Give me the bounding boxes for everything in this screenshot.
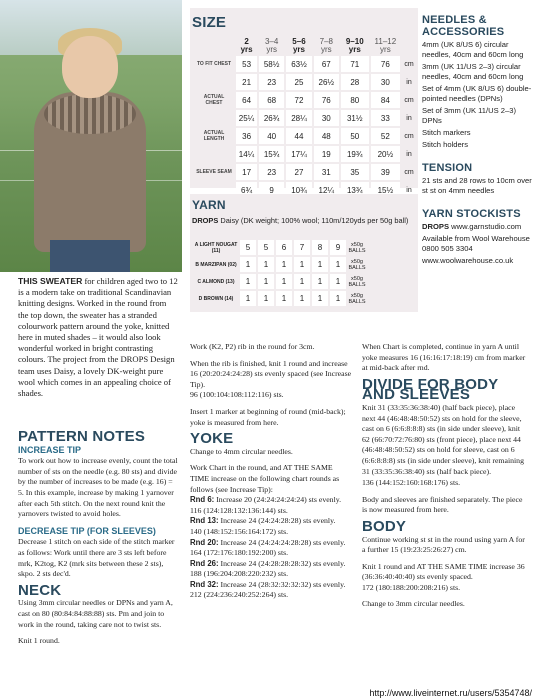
column-body — [362, 342, 528, 616]
needles-item: 4mm (UK 8/US 6) circular needles, 40cm and 60cm long — [422, 40, 524, 59]
yoke-title: YOKE — [190, 430, 234, 448]
yoke-text: Change to 4mm circular needles. — [190, 446, 293, 456]
divide-text: Knit 31 (33:35:36:38:40) (half back piece), place next 44 (46:48:48:50:52) sts on hold for the sleeve, cast on 6 (6:6:8:8:8) sts (in side under sleeve), knit 62 (66:70:72:76:80) sts (front piece), place next 44 (46:48:48:50:52) sts on hold for sleeve, cast on 6 (6:6:8:8:8) sts (in side under sleeve), knit remaining 31 (33:35:36:38:40) sts (half back piece). — [362, 402, 524, 476]
body-title: BODY — [362, 517, 407, 535]
yoke-round: Rnd 20: Increase 24 (24:24:24:28:28) sts evenly. — [190, 537, 346, 547]
increase-tip-text: To work out how to increase evenly, count the total number of sts on the needle (e.g. 80 sts) and divide by the number of increases to be made (e.g. 16) = 5. In this example, increase by making 1 yarnover after each 5th stitch. On the next round knit the yarnovers twisted to avoid holes. — [18, 456, 178, 519]
decrease-tip-text: Decrease 1 stitch on each side of the stitch marker as follows: Work until there are 3 sts left before mrk, K2tog, K2 (mrk sits between these 2 sts), skpo. 2 sts dec'd. — [18, 537, 175, 579]
materials-sidebar — [422, 14, 534, 266]
yarn-table: A LIGHT NOUGAT (11) 5 5 6 7 8 9 x50g BALLS B MARZIPAN (02) 1 1 1 1 1 1 x50g BALLS C ALMOND (13) 1 1 1 1 1 1 x50g BALLS D BROWN (14) 1 1 1 1 1 1 x50g BALLS — [194, 241, 366, 305]
needles-item: 3mm (UK 11/US 2–3) circular needles, 40cm and 60cm long — [422, 62, 524, 81]
size-table: 2 yrs 3–4 yrs 5–6 yrs 7–8 yrs 9–10 yrs 11–12 yrs TO FIT CHEST 53 58½ 63½ 67 71 76 cm 21 23 25 26½ 28 30 in ACTUAL CHEST 64 68 72 76 80 84 cm 25¼ 26¾ 28¼ 30 31½ 33 in ACTUAL LENGTH 36 40 44 48 50 52 cm 14¼ 15¾ 17¼ 19 19¾ 20½ in SLEEVE SEAM 17 23 27 31 35 39 cm 6¾ 9 10¾ 12¼ 13¾ 15½ in — [192, 36, 418, 200]
neck-text: Using 3mm circular needles or DPNs and yarn A, cast on 80 (80:84:84:88:88) sts. Pm and join to work in the round, taking care not to twist sts. — [18, 598, 173, 629]
stockists-link[interactable]: www.woolwarehouse.co.uk — [422, 256, 514, 265]
increase-tip-title: INCREASE TIP — [18, 444, 82, 455]
yoke-text: When Chart is completed, continue in yarn A until yoke measures 16 (16:16:17:18:19) cm from marker at mid-back after rnd. — [362, 342, 526, 373]
neck-title: NECK — [18, 581, 62, 599]
needles-item: Stitch holders — [422, 140, 469, 149]
sweater-photo — [0, 0, 182, 272]
yoke-total: 140 (148:152:156:164:172) sts. — [190, 526, 289, 536]
column-notes — [18, 428, 178, 653]
watermark-url: http://www.liveinternet.ru/users/5354748/ — [369, 688, 532, 698]
yoke-round: Rnd 6: Increase 20 (24:24:24:24:24) sts evenly. — [190, 495, 342, 505]
stockists-line: DROPS www.garnstudio.com — [422, 222, 522, 231]
size-title: SIZE — [192, 14, 227, 31]
needles-item: Stitch markers — [422, 128, 471, 137]
stockists-line: Available from Wool Warehouse 0800 505 3304 — [422, 234, 530, 253]
column-yoke — [190, 342, 352, 601]
needles-item: Set of 4mm (UK 8/US 6) double-pointed needles (DPNs) — [422, 84, 532, 103]
decrease-tip-title: DECREASE TIP (FOR SLEEVES) — [18, 525, 156, 536]
pattern-notes-title: PATTERN NOTES — [18, 428, 146, 445]
neck-text: Work (K2, P2) rib in the round for 3cm. — [190, 342, 315, 351]
divide-total: 136 (144:152:160:168:176) sts. — [362, 478, 461, 488]
intro-text: THIS SWEATER for children aged two to 12 is a modern take on traditional Scandinavian knitting designs. Worked in the round from the top down, the sweater has a stranded colourwork pattern around the yoke, knitted here in muted shades – it would also look wonderful worked in bright contrasting colours. The project from the DROPS Design team uses Daisy, a lovely DK-weight pure wool which comes in an appealing choice of shades. — [18, 276, 178, 399]
tension-text: 21 sts and 28 rows to 10cm over st st on 4mm needles — [422, 176, 532, 195]
yarn-title: YARN — [192, 198, 226, 212]
divide-title: DIVIDE FOR BODY AND SLEEVES — [362, 375, 499, 404]
stockists-title: YARN STOCKISTS — [422, 208, 521, 220]
needles-item: Set of 3mm (UK 11/US 2–3) DPNs — [422, 106, 516, 125]
tension-title: TENSION — [422, 162, 473, 174]
body-text: Continue working st st in the round using yarn A for a further 15 (19:23:25:26:27) cm. — [362, 534, 525, 555]
neck-text: Knit 1 round. — [18, 636, 60, 646]
yoke-round: Rnd 32: Increase 24 (28:32:32:32:32) sts evenly. — [190, 579, 346, 589]
yoke-round: Rnd 26: Increase 24 (24:28:28:28:32) sts evenly. — [190, 558, 346, 568]
body-text: Change to 3mm circular needles. — [362, 599, 465, 609]
yarn-panel — [190, 194, 418, 312]
yoke-round: Rnd 13: Increase 24 (24:24:28:28) sts evenly. — [190, 516, 336, 526]
size-panel — [190, 8, 418, 195]
yoke-text: Work Chart in the round, and AT THE SAME TIME increase on the following chart rounds as follows (see Increase Tip): — [190, 463, 340, 494]
yarn-description: DROPS Daisy (DK weight; 100% wool; 110m/120yds per 50g ball) — [192, 216, 409, 225]
divide-text: Body and sleeves are finished separately. The piece is now measured from here. — [362, 494, 523, 515]
yoke-total: 212 (224:236:240:252:264) sts. — [190, 590, 289, 600]
yoke-total: 116 (124:128:132:136:144) sts. — [190, 505, 288, 515]
needles-title: NEEDLES & ACCESSORIES — [422, 14, 505, 38]
neck-text: When the rib is finished, knit 1 round and increase 16 (20:20:24:24:28) sts evenly spaced (see Increase Tip). 96 (100:104:108:112:116) sts. — [190, 358, 352, 400]
body-text: Knit 1 round and AT THE SAME TIME increase 36 (36:36:40:40:40) sts evenly spaced. 172 (180:188:200:208:216) sts. — [362, 561, 525, 592]
yoke-total: 188 (196:204:208:220:232) sts. — [190, 569, 289, 579]
neck-text: Insert 1 marker at beginning of round (mid-back); yoke is measured from here. — [190, 406, 346, 427]
yoke-total: 164 (172:176:180:192:200) sts. — [190, 548, 289, 558]
